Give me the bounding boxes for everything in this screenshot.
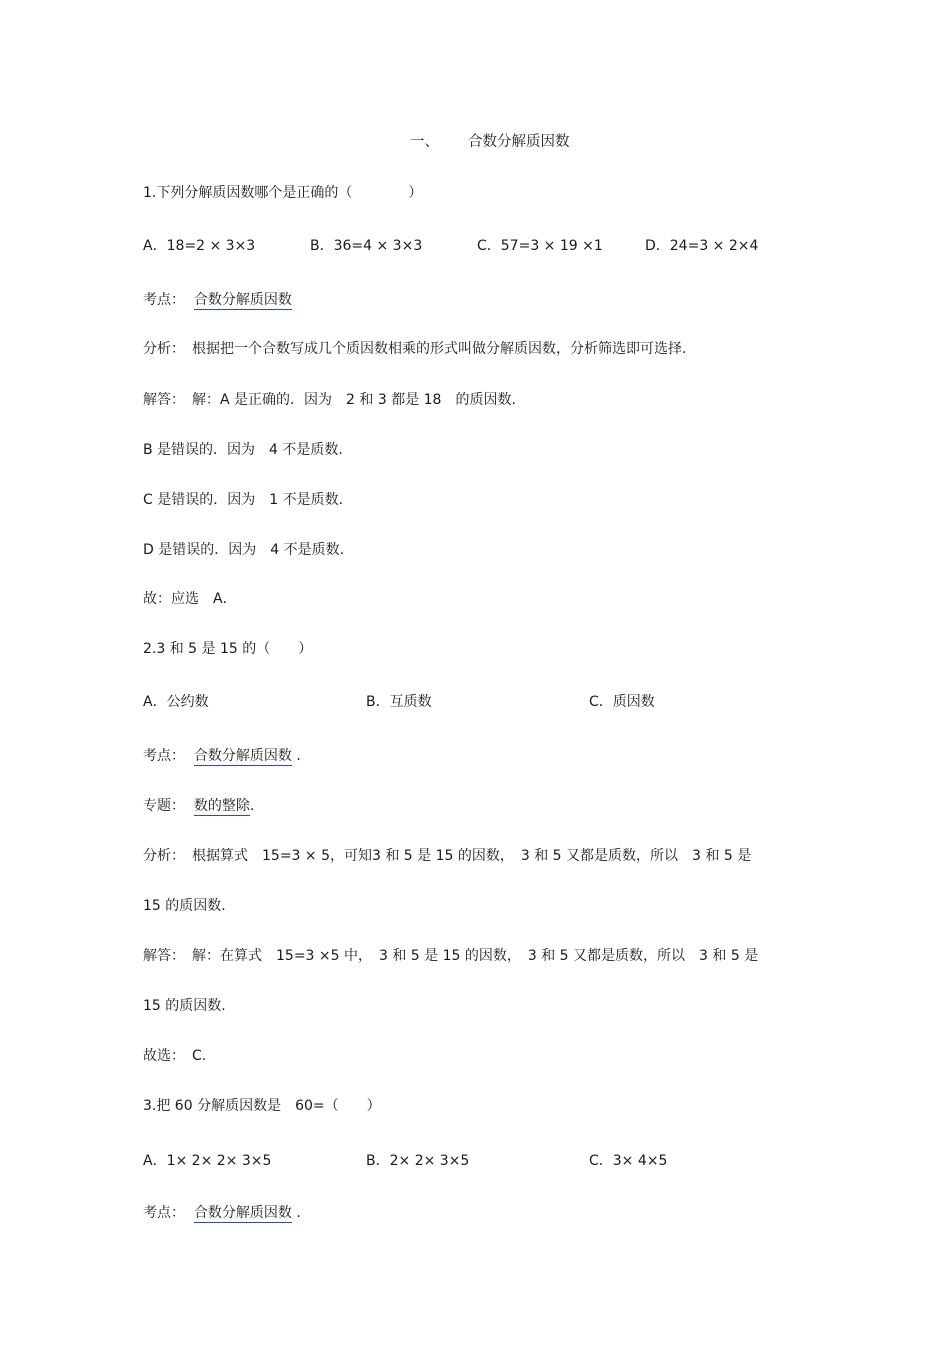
- q2-kaodian-tail: .: [296, 748, 301, 764]
- q1-answer: 故：应选 A．: [143, 591, 237, 607]
- q3-option-b: B．2× 2× 3×5: [366, 1153, 470, 1169]
- q1-kaodian-label: 考点：: [143, 292, 185, 308]
- q2-kaodian-label: 考点：: [143, 748, 185, 764]
- q3-kaodian-label: 考点：: [143, 1205, 185, 1221]
- q1-kaodian-link[interactable]: 合数分解质因数: [193, 292, 292, 308]
- q3-stem: 3.把 60 分解质因数是 60=（ ）: [143, 1098, 381, 1114]
- q2-option-b: B．互质数: [366, 694, 432, 710]
- q1-option-a: A．18=2 × 3×3: [143, 238, 256, 254]
- q2-option-a: A．公约数: [143, 694, 209, 710]
- q2-zhuanti: [143, 796, 254, 816]
- q3-option-a: A．1× 2× 2× 3×5: [143, 1153, 272, 1169]
- q2-zhuanti-link[interactable]: 数的整除: [193, 798, 250, 814]
- q2-stem: 2.3 和 5 是 15 的（ ）: [143, 641, 313, 657]
- q2-kaodian: [143, 746, 301, 766]
- q1-kaodian: [143, 290, 292, 310]
- q1-solution-c: C 是错误的．因为 1 不是质数.: [143, 492, 344, 508]
- section-number: 一、: [410, 134, 439, 150]
- q1-option-c: C．57=3 × 19 ×1: [477, 238, 603, 254]
- q3-kaodian-tail: .: [296, 1205, 301, 1221]
- q2-analysis-line1: 分析： 根据算式 15=3 × 5，可知3 和 5 是 15 的因数， 3 和 5 又都是质数，所以 3 和 5 是: [143, 848, 752, 864]
- q2-kaodian-link[interactable]: 合数分解质因数: [193, 748, 292, 764]
- q1-solution: 解答： 解：A 是正确的．因为 2 和 3 都是 18 的质因数.: [143, 392, 516, 408]
- section-title: 合数分解质因数: [468, 134, 570, 150]
- q2-solution-line2: 15 的质因数.: [143, 998, 226, 1014]
- q2-zhuanti-label: 专题：: [143, 798, 185, 814]
- q3-option-c: C．3× 4×5: [589, 1153, 668, 1169]
- q1-analysis: 分析： 根据把一个合数写成几个质因数相乘的形式叫做分解质因数，分析筛选即可选择.: [143, 341, 687, 357]
- q2-zhuanti-tail: .: [249, 798, 255, 814]
- q1-stem: 1.下列分解质因数哪个是正确的（ ）: [143, 185, 423, 201]
- q2-solution-line1: 解答： 解：在算式 15=3 ×5 中， 3 和 5 是 15 的因数， 3 和 5 又都是质数，所以 3 和 5 是: [143, 948, 759, 964]
- q1-solution-d: D 是错误的．因为 4 不是质数.: [143, 542, 345, 558]
- q2-answer: 故选： C.: [143, 1048, 207, 1064]
- q3-kaodian-link[interactable]: 合数分解质因数: [193, 1205, 292, 1221]
- q2-analysis-line2: 15 的质因数.: [143, 898, 226, 914]
- q1-option-d: D．24=3 × 2×4: [645, 238, 759, 254]
- q3-kaodian: [143, 1203, 301, 1223]
- q2-option-c: C．质因数: [589, 694, 655, 710]
- q1-solution-b: B 是错误的．因为 4 不是质数.: [143, 442, 343, 458]
- q1-option-b: B．36=4 × 3×3: [310, 238, 423, 254]
